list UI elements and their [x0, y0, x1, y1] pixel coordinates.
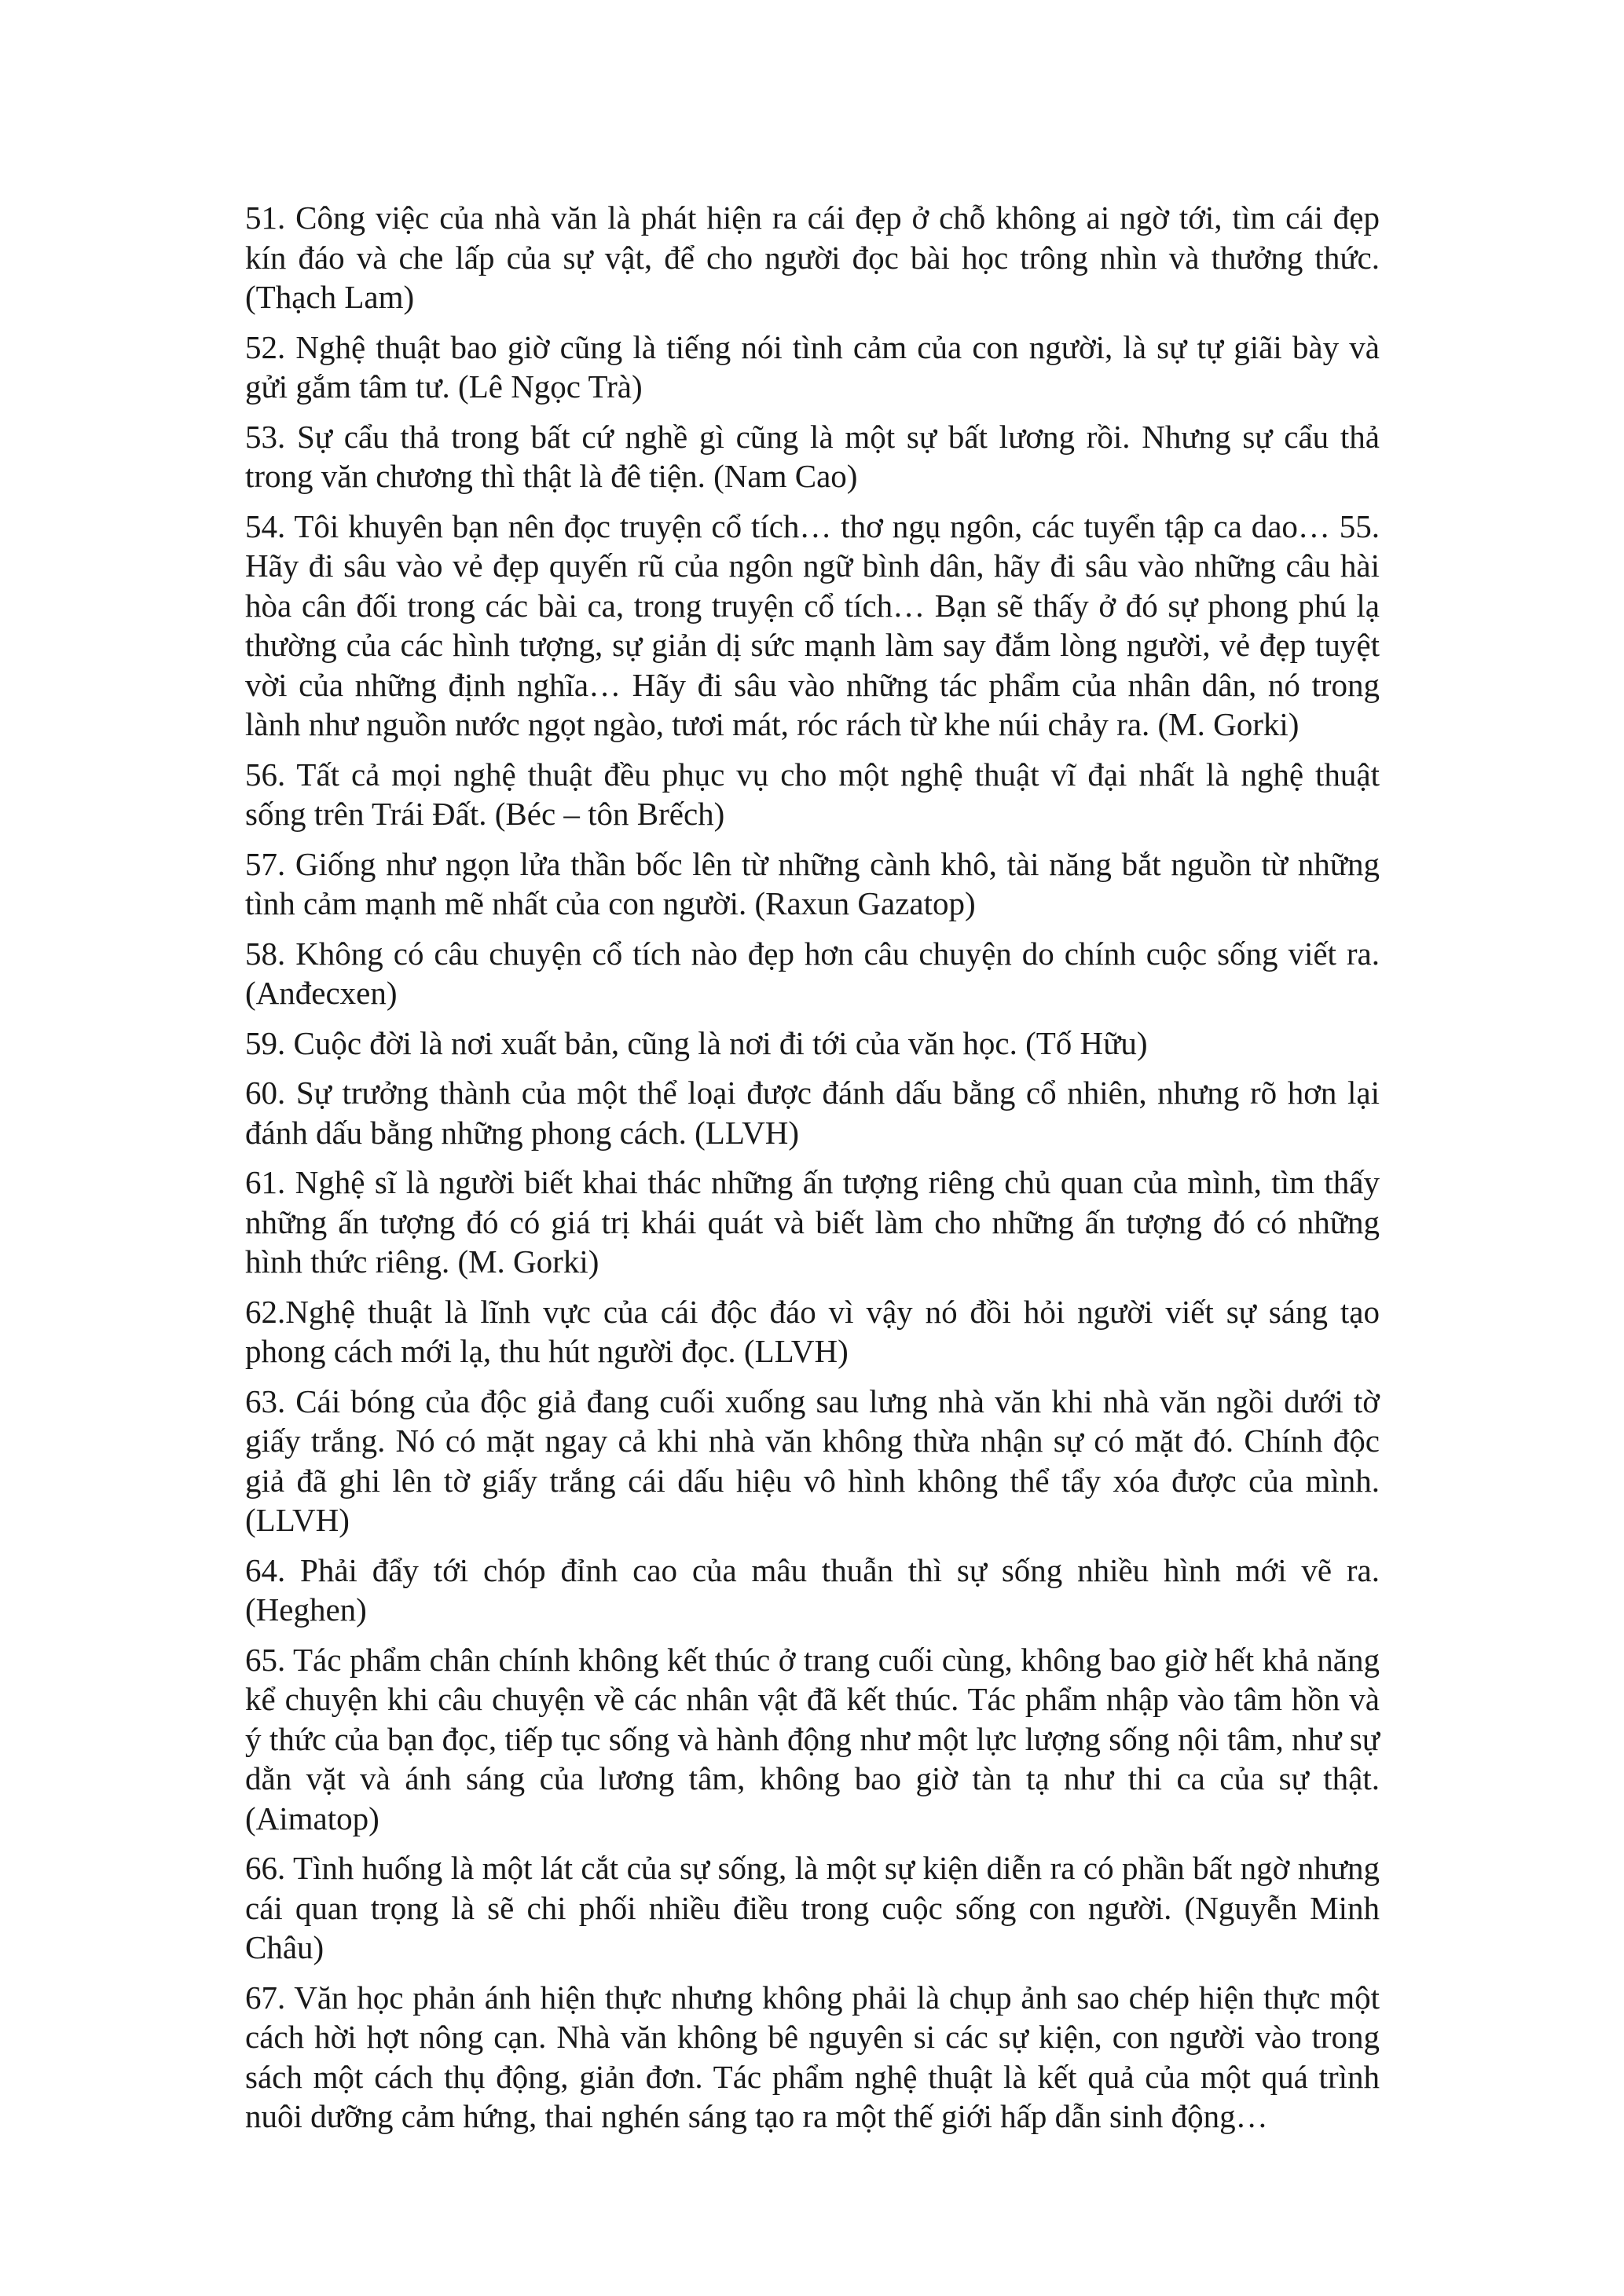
quote-paragraph-61: 61. Nghệ sĩ là người biết khai thác những ấn tượng riêng chủ quan của mình, tìm thấy những ấn tượng đó có giá trị khái quát và biết làm cho những ấn tượng đó có những hình thức riêng. (M. Gorki) — [245, 1164, 1380, 1280]
document-page — [245, 198, 1380, 2147]
quote-paragraph-67: 67. Văn học phản ánh hiện thực nhưng không phải là chụp ảnh sao chép hiện thực một cách hời hợt nông cạn. Nhà văn không bê nguyên si các sự kiện, con người vào trong sách một cách thụ động, giản đơn. Tác phẩm nghệ thuật là kết quả của một quá trình nuôi dưỡng cảm hứng, thai nghén sáng tạo ra một thế giới hấp dẫn sinh động… — [245, 1979, 1380, 2134]
quote-paragraph-66: 66. Tình huống là một lát cắt của sự sống, là một sự kiện diễn ra có phần bất ngờ nhưng cái quan trọng là sẽ chi phối nhiều điều trong cuộc sống con người. (Nguyễn Minh Châu) — [245, 1850, 1380, 1965]
quote-paragraph-56: 56. Tất cả mọi nghệ thuật đều phục vụ cho một nghệ thuật vĩ đại nhất là nghệ thuật sống trên Trái Đất. (Béc – tôn Brếch) — [245, 756, 1380, 832]
quote-paragraph-51: 51. Công việc của nhà văn là phát hiện ra cái đẹp ở chỗ không ai ngờ tới, tìm cái đẹp kín đáo và che lấp của sự vật, để cho người đọc bài học trông nhìn và thưởng thức. (Thạch Lam) — [245, 200, 1380, 315]
quote-paragraph-64: 64. Phải đẩy tới chóp đỉnh cao của mâu thuẫn thì sự sống nhiều hình mới vẽ ra. (Heghen) — [245, 1551, 1380, 1628]
quote-paragraph-58: 58. Không có câu chuyện cổ tích nào đẹp hơn câu chuyện do chính cuộc sống viết ra. (Anđecxen) — [245, 935, 1380, 1011]
quote-paragraph-59: 59. Cuộc đời là nơi xuất bản, cũng là nơi đi tới của văn học. (Tố Hữu) — [245, 1024, 1148, 1061]
quote-paragraph-53: 53. Sự cẩu thả trong bất cứ nghề gì cũng là một sự bất lương rồi. Nhưng sự cẩu thả trong văn chương thì thật là đê tiện. (Nam Cao) — [245, 418, 1380, 494]
quote-paragraph-54: 54. Tôi khuyên bạn nên đọc truyện cổ tích… thơ ngụ ngôn, các tuyển tập ca dao… 55. Hãy đi sâu vào vẻ đẹp quyến rũ của ngôn ngữ bình dân, hãy đi sâu vào những câu hài hòa cân đối trong các bài ca, trong truyện cổ tích… Bạn sẽ thấy ở đó sự phong phú lạ thường của các hình tượng, sự giản dị sức mạnh làm say đắm lòng người, vẻ đẹp tuyệt vời của những định nghĩa… Hãy đi sâu vào những tác phẩm của nhân dân, nó trong lành như nguồn nước ngọt ngào, tươi mát, róc rách từ khe núi chảy ra. (M. Gorki) — [245, 507, 1380, 742]
quote-paragraph-62: 62.Nghệ thuật là lĩnh vực của cái độc đáo vì vậy nó đồi hỏi người viết sự sáng tạo phong cách mới lạ, thu hút người đọc. (LLVH) — [245, 1293, 1380, 1369]
quote-paragraph-57: 57. Giống như ngọn lửa thần bốc lên từ những cành khô, tài năng bắt nguồn từ những tình cảm mạnh mẽ nhất của con người. (Raxun Gazatop) — [245, 845, 1380, 921]
quote-paragraph-52: 52. Nghệ thuật bao giờ cũng là tiếng nói tình cảm của con người, là sự tự giãi bày và gửi gắm tâm tư. (Lê Ngọc Trà) — [245, 328, 1380, 405]
quote-paragraph-65: 65. Tác phẩm chân chính không kết thúc ở trang cuối cùng, không bao giờ hết khả năng kể chuyện khi câu chuyện về các nhân vật đã kết thúc. Tác phẩm nhập vào tâm hồn và ý thức của bạn đọc, tiếp tục sống và hành động như một lực lượng sống nội tâm, như sự dằn vặt và ánh sáng của lương tâm, không bao giờ tàn tạ như thi ca của sự thật. (Aimatop) — [245, 1641, 1380, 1836]
quote-paragraph-63: 63. Cái bóng của độc giả đang cuối xuống sau lưng nhà văn khi nhà văn ngồi dưới tờ giấy trắng. Nó có mặt ngay cả khi nhà văn không thừa nhận sự có mặt đó. Chính độc giả đã ghi lên tờ giấy trắng cái dấu hiệu vô hình không thể tẩy xóa được của mình. (LLVH) — [245, 1382, 1380, 1538]
quote-paragraph-60: 60. Sự trưởng thành của một thể loại được đánh dấu bằng cổ nhiên, nhưng rõ hơn lại đánh dấu bằng những phong cách. (LLVH) — [245, 1075, 1380, 1151]
